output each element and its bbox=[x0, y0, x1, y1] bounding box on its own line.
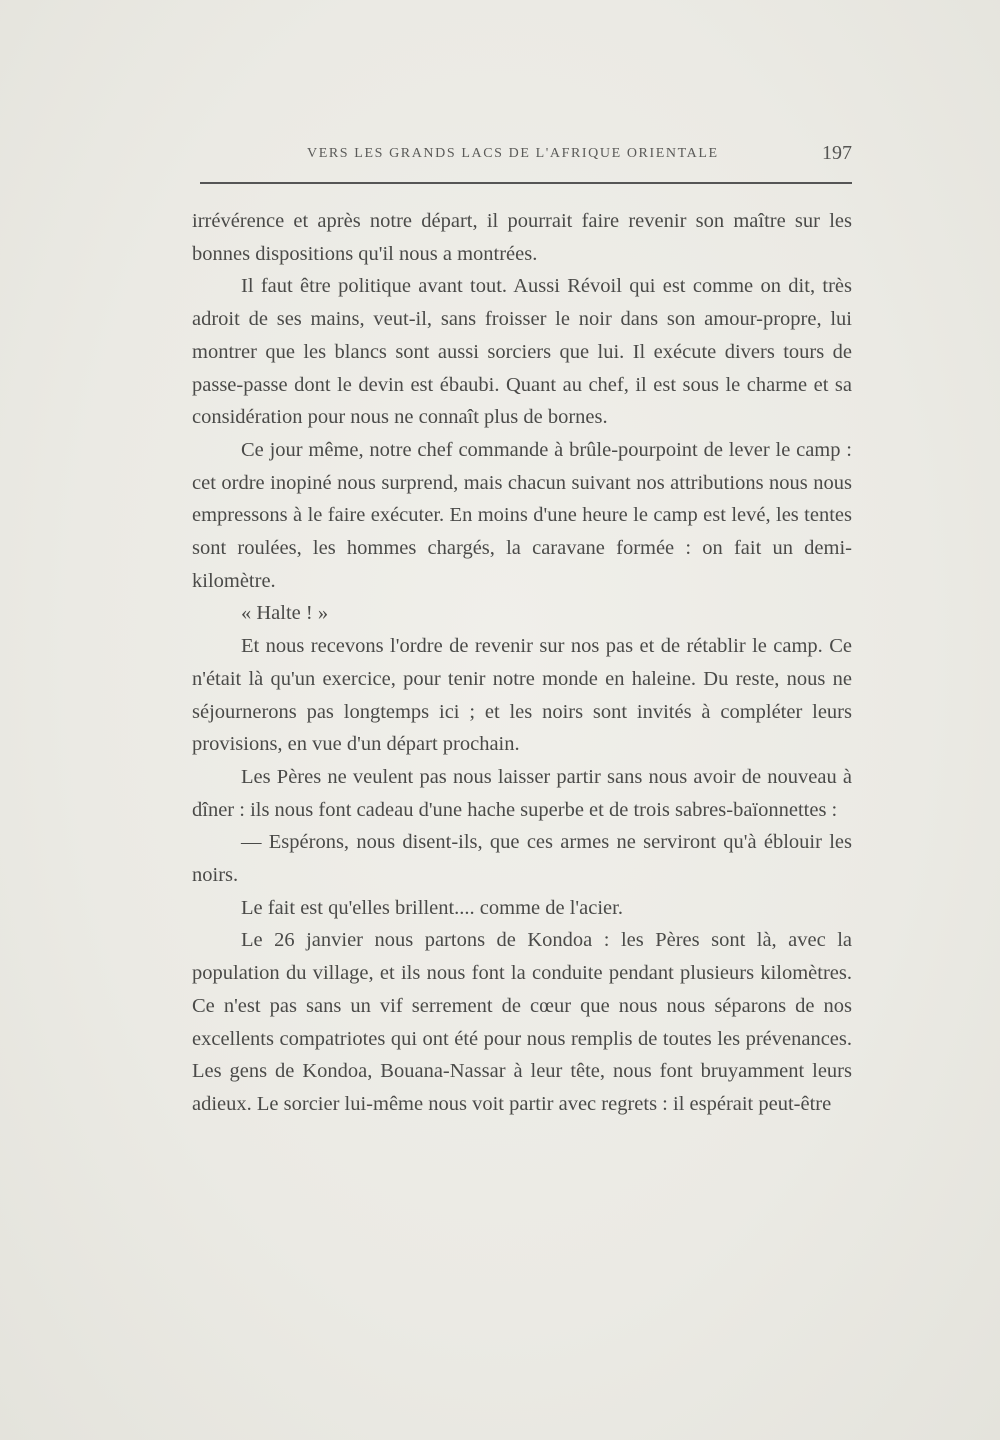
paragraph: Et nous recevons l'ordre de revenir sur nos pas et de rétablir le camp. Ce n'était là qu'un exercice, pour tenir notre monde en haleine. Du reste, nous ne séjournerons pas longtemps ici ; et les noirs sont invités à compléter leurs provisions, en vue d'un départ prochain. bbox=[192, 635, 852, 756]
paragraph: Il faut être politique avant tout. Aussi Révoil qui est comme on dit, très adroit de ses mains, veut-il, sans froisser le noir dans son amour-propre, lui montrer que les blancs sont aussi sorciers que lui. Il exécute divers tours de passe-passe dont le devin est ébaubi. Quant au chef, il est sous le charme et sa considération pour nous ne connaît plus de bornes. bbox=[192, 275, 852, 429]
paragraph: irrévérence et après notre départ, il pourrait faire revenir son maître sur les bonnes dispositions qu'il nous a montrées. bbox=[192, 210, 852, 265]
paragraph: Ce jour même, notre chef commande à brûle-pourpoint de lever le camp : cet ordre inopiné nous surprend, mais chacun suivant nos attributions nous nous empressons à le faire exécuter. En moins d'une heure le camp est levé, les tentes sont roulées, les hommes chargés, la caravane formée : on fait un demi-kilomètre. bbox=[192, 438, 852, 592]
body-text bbox=[192, 205, 852, 1121]
running-title: VERS LES GRANDS LACS DE L'AFRIQUE ORIENTALE bbox=[307, 146, 719, 161]
header-rule bbox=[200, 182, 852, 184]
page-number: 197 bbox=[822, 142, 852, 164]
paragraph: « Halte ! » bbox=[241, 602, 329, 625]
paragraph: Le 26 janvier nous partons de Kondoa : les Pères sont là, avec la population du village, et ils nous font la conduite pendant plusieurs kilomètres. Ce n'est pas sans un vif serrement de cœur que nous nous séparons de nos excellents compatriotes qui ont été pour nous remplis de toutes les prévenances. Les gens de Kondoa, Bouana-Nassar à leur tête, nous font bruyamment leurs adieux. Le sorcier lui-même nous voit partir avec regrets : il espérait peut-être bbox=[192, 929, 852, 1115]
paragraph: Le fait est qu'elles brillent.... comme de l'acier. bbox=[241, 896, 623, 919]
paragraph: Les Pères ne veulent pas nous laisser partir sans nous avoir de nouveau à dîner : ils nous font cadeau d'une hache superbe et de trois sabres-baïonnettes : bbox=[192, 765, 852, 821]
page-header bbox=[192, 140, 852, 170]
paragraph: — Espérons, nous disent-ils, que ces armes ne serviront qu'à éblouir les noirs. bbox=[192, 831, 852, 887]
